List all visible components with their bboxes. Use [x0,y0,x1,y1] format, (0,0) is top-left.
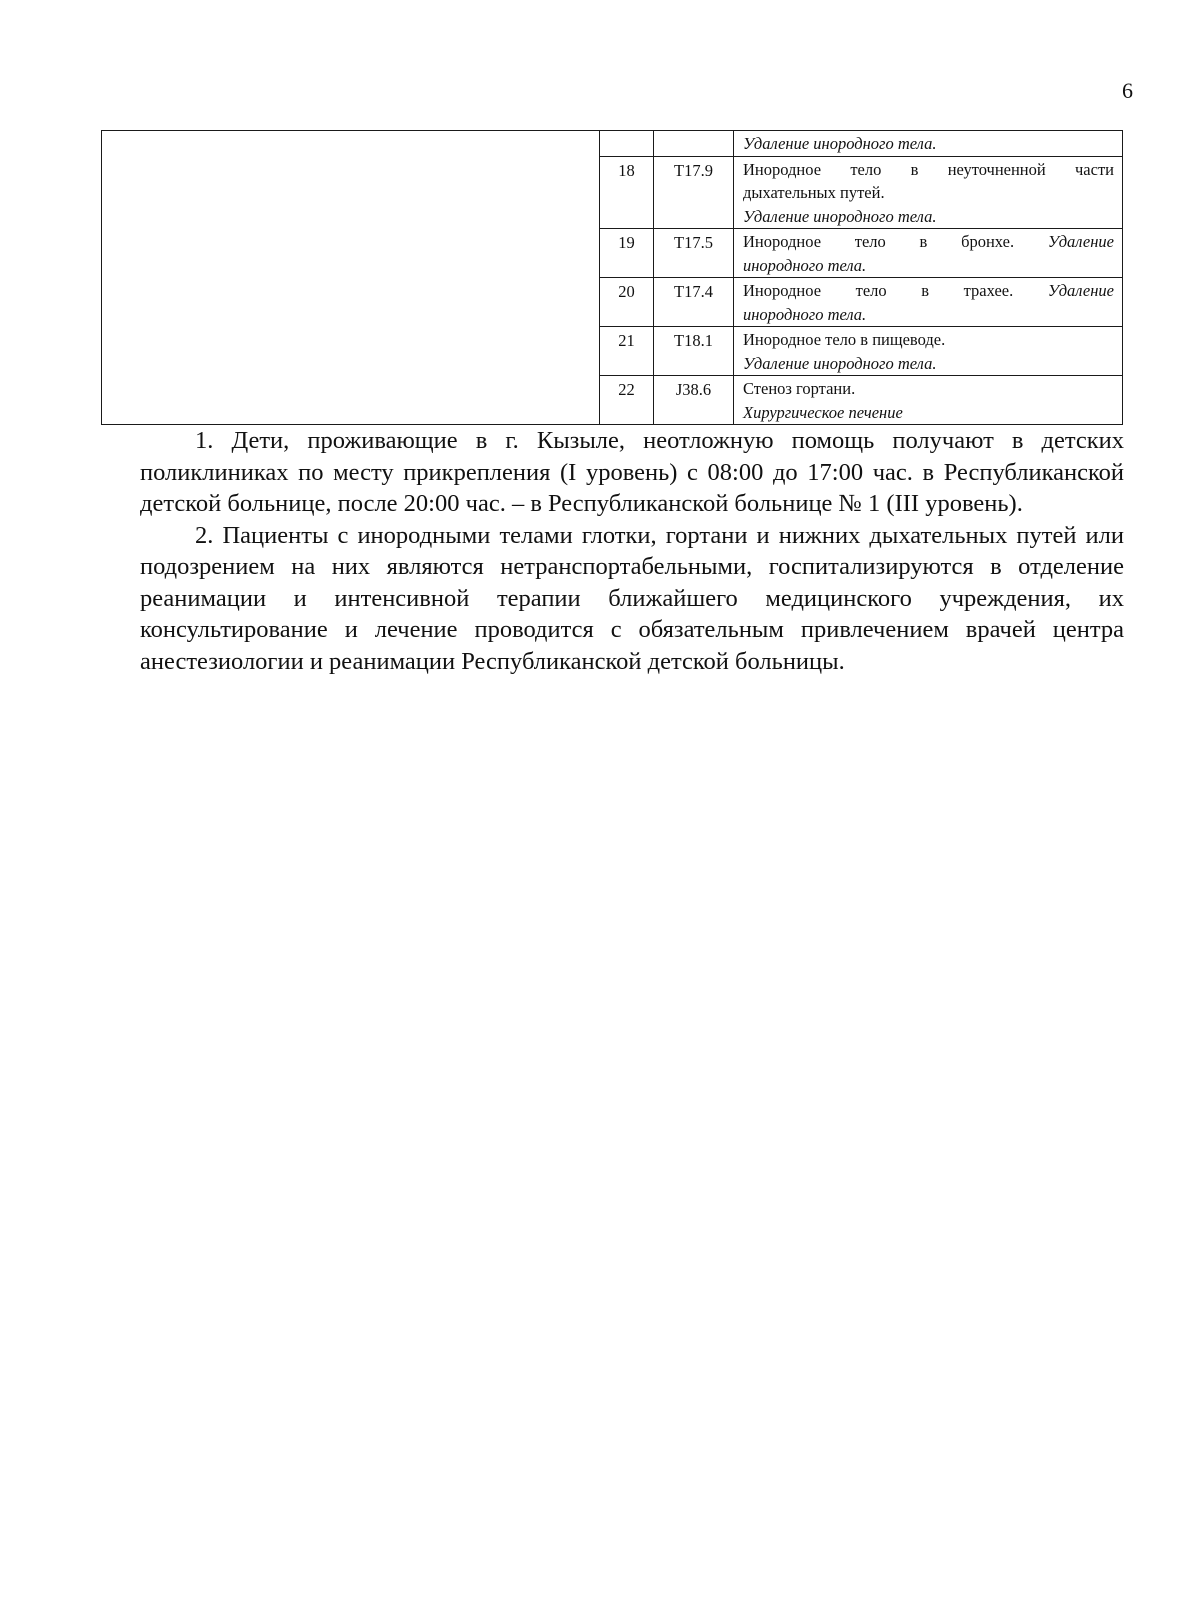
icd-code-cell: T17.9 [654,156,734,229]
treatment-line: инородного тела. [743,304,867,324]
treatment-line: Удаление инородного тела. [743,134,937,153]
icd-code-cell: T17.5 [654,229,734,278]
treatment-line: инородного тела. [743,255,867,275]
row-number-cell: 20 [600,278,654,327]
page-number: 6 [1122,78,1133,103]
paragraph-1: 1. Дети, проживающие в г. Кызыле, неотложную помощь получают в детских поликлиниках по месту прикрепления (I уровень) с 08:00 до 17:00 час. в Республиканской детской больнице, после 20:00 час. – в Республиканской больнице № 1 (III уровень). [140,427,1124,517]
treatment-inline: Удаление [1047,232,1114,251]
diagnosis-line: Инородное тело в трахее. Удаление [743,281,1114,300]
icd-code-cell [654,131,734,157]
paragraph-2: 2. Пациенты с инородными телами глотки, гортани и нижних дыхательных путей или подозрением на них являются нетранспортабельными, госпитализируются в отделение реанимации и интенсивной терапии ближайшего медицинского учреждения, их консультирование и лечение проводится с обязательным привлечением врачей центра анестезиологии и реанимации Республиканской детской больницы. [140,521,1124,675]
treatment-line: Хирургическое печение [743,402,903,422]
body-text [140,425,1124,677]
diagnosis-table [101,130,1123,425]
diagnosis-line: Инородное тело в неуточненной части [743,159,1114,179]
empty-column-cell [102,131,600,425]
icd-code-cell: J38.6 [654,376,734,425]
treatment-line: Удаление инородного тела. [743,353,937,373]
table-row [102,131,1123,157]
icd-code-cell: T18.1 [654,327,734,376]
row-number-cell [600,131,654,157]
row-number-cell: 19 [600,229,654,278]
diagnosis-line: Стеноз гортани. [743,379,856,398]
icd-code-cell: T17.4 [654,278,734,327]
diagnosis-line: Инородное тело в пищеводе. [743,330,946,349]
treatment-line: Удаление инородного тела. [743,206,937,226]
diagnosis-line: Инородное тело в бронхе. Удаление [743,232,1114,251]
description-cell [734,327,1123,376]
description-cell [734,229,1123,278]
diagnosis-line: дыхательных путей. [743,183,885,202]
table-body [102,131,1123,425]
row-number-cell: 18 [600,156,654,229]
description-cell [734,156,1123,229]
description-cell [734,278,1123,327]
row-number-cell: 21 [600,327,654,376]
description-cell [734,131,1123,157]
row-number-cell: 22 [600,376,654,425]
description-cell [734,376,1123,425]
treatment-inline: Удаление [1047,281,1114,300]
